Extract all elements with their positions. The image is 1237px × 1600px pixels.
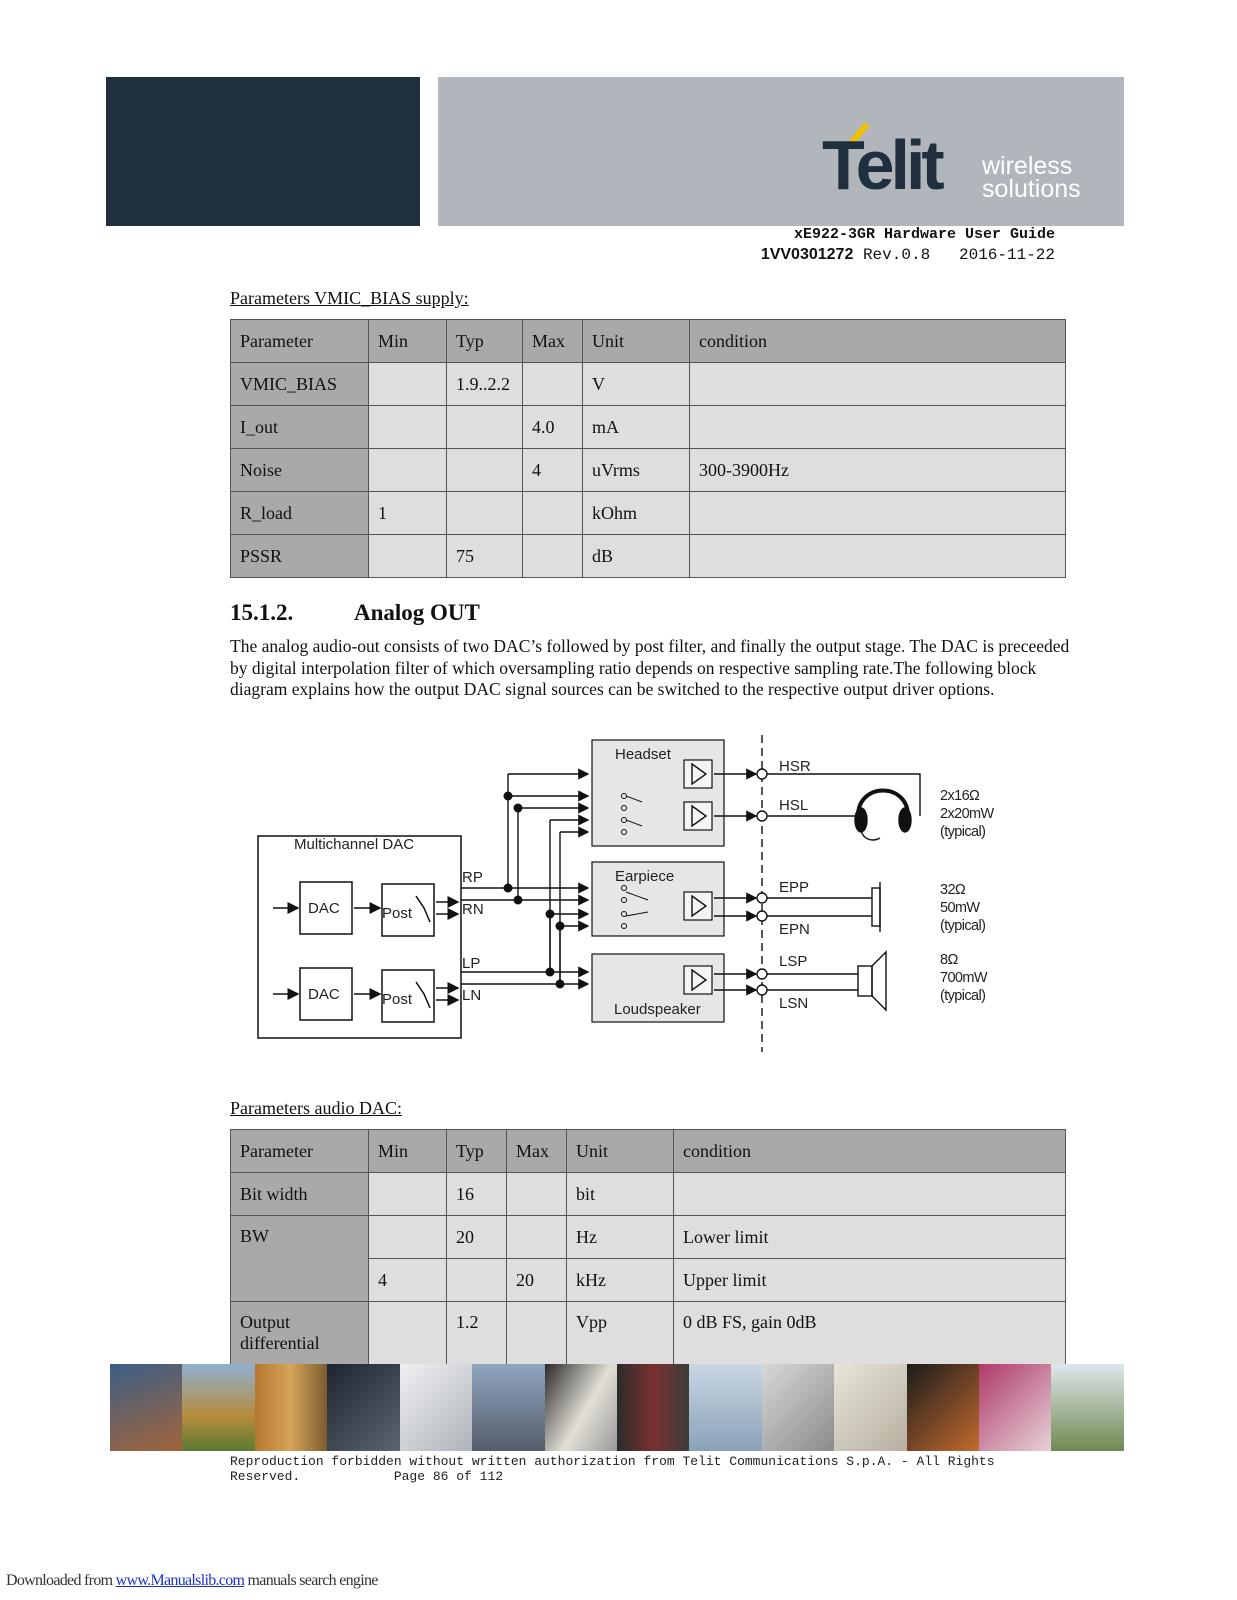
typ-cell xyxy=(447,492,523,535)
output-label-lsp: LSP xyxy=(779,953,808,970)
typ-cell: 1.2 xyxy=(447,1302,507,1367)
condition-cell xyxy=(690,492,1066,535)
unit-cell: dB xyxy=(583,535,690,578)
footer-line-2: Reserved. Page 86 of 112 xyxy=(230,1469,504,1484)
header-cell: Parameter xyxy=(231,320,369,363)
loudspeaker-spec-typical: (typical) xyxy=(940,988,986,1004)
unit-cell: kHz xyxy=(567,1259,674,1302)
post-label-right: Post xyxy=(382,905,413,922)
header-cell: condition xyxy=(690,320,1066,363)
unit-cell: bit xyxy=(567,1173,674,1216)
header-cell: Typ xyxy=(447,1130,507,1173)
condition-cell xyxy=(690,406,1066,449)
section-heading xyxy=(230,600,480,626)
max-cell xyxy=(507,1302,567,1367)
max-cell xyxy=(507,1216,567,1259)
typ-cell xyxy=(447,1259,507,1302)
photo-tile xyxy=(255,1364,327,1451)
download-prefix: Downloaded from xyxy=(6,1572,116,1589)
condition-cell: Lower limit xyxy=(674,1216,1066,1259)
condition-cell xyxy=(690,535,1066,578)
headset-spec-typical: (typical) xyxy=(940,824,986,840)
output-label-lsn: LSN xyxy=(779,995,809,1012)
unit-cell: kOhm xyxy=(583,492,690,535)
analog-out-block-diagram xyxy=(248,732,1028,1072)
table-row xyxy=(231,406,1066,449)
table-row xyxy=(231,363,1066,406)
section-paragraph: The analog audio-out consists of two DAC’s followed by post filter, and finally the output stage. The DAC is preceeded by digital interpolation filter of which oversampling ratio depends on respective sampling rate.The following block diagram explains how the output DAC signal sources can be switched to the respective output driver options. xyxy=(230,636,1070,699)
headset-label: Headset xyxy=(615,746,671,763)
section-title: Analog OUT xyxy=(354,600,480,625)
header-cell: Min xyxy=(369,320,447,363)
header-cell: Max xyxy=(523,320,583,363)
telit-logo: Telit xyxy=(822,126,941,204)
condition-cell: 300-3900Hz xyxy=(690,449,1066,492)
earpiece-label: Earpiece xyxy=(615,868,675,885)
signal-label-ln: LN xyxy=(462,987,482,1004)
photo-tile xyxy=(617,1364,689,1451)
header-cell: Min xyxy=(369,1130,447,1173)
dac-label-left: DAC xyxy=(308,986,340,1003)
typ-cell: 20 xyxy=(447,1216,507,1259)
typ-cell xyxy=(447,406,523,449)
parameter-cell: I_out xyxy=(231,406,369,449)
multichannel-dac-label: Multichannel DAC xyxy=(294,836,415,853)
table-row xyxy=(231,1302,1066,1367)
min-cell xyxy=(369,406,447,449)
footer-photo-strip xyxy=(110,1364,1124,1451)
condition-cell: Upper limit xyxy=(674,1259,1066,1302)
max-cell: 4.0 xyxy=(523,406,583,449)
max-cell xyxy=(507,1173,567,1216)
photo-tile xyxy=(545,1364,617,1451)
condition-cell: 0 dB FS, gain 0dB xyxy=(674,1302,1066,1367)
min-cell xyxy=(369,1302,447,1367)
condition-cell xyxy=(690,363,1066,406)
photo-tile xyxy=(327,1364,399,1451)
max-cell xyxy=(523,363,583,406)
headset-symbol xyxy=(855,791,911,840)
signal-label-rp: RP xyxy=(462,869,483,886)
earpiece-symbol xyxy=(872,888,880,926)
post-filter-curve xyxy=(416,896,430,922)
document-revision xyxy=(761,246,1055,264)
logo-tagline-line1: wireless xyxy=(982,152,1073,180)
post-label-left: Post xyxy=(382,991,413,1008)
download-notice xyxy=(6,1572,378,1590)
typ-cell xyxy=(447,449,523,492)
parameter-cell: R_load xyxy=(231,492,369,535)
table-row xyxy=(231,535,1066,578)
photo-tile xyxy=(400,1364,472,1451)
audio-dac-table xyxy=(230,1129,1066,1367)
photo-tile xyxy=(1051,1364,1123,1451)
max-cell xyxy=(523,492,583,535)
post-filter-curve xyxy=(416,982,430,1008)
max-cell: 4 xyxy=(523,449,583,492)
output-label-epn: EPN xyxy=(779,921,810,938)
min-cell: 1 xyxy=(369,492,447,535)
header-cell: Unit xyxy=(567,1130,674,1173)
max-cell xyxy=(523,535,583,578)
headset-spec-impedance: 2x16Ω xyxy=(940,788,980,804)
table-row xyxy=(231,492,1066,535)
table-row xyxy=(231,1216,1066,1259)
earpiece-spec-impedance: 32Ω xyxy=(940,882,966,898)
photo-tile xyxy=(110,1364,182,1451)
parameter-cell: Output differential xyxy=(231,1302,369,1367)
manualslib-link[interactable]: www.Manualslib.com xyxy=(115,1572,245,1589)
signal-label-lp: LP xyxy=(462,955,481,972)
document-id: 1VV0301272 xyxy=(760,246,854,263)
header-cell: condition xyxy=(674,1130,1066,1173)
photo-tile xyxy=(907,1364,979,1451)
photo-tile xyxy=(472,1364,544,1451)
condition-cell xyxy=(674,1173,1066,1216)
min-cell xyxy=(369,535,447,578)
parameter-cell: VMIC_BIAS xyxy=(231,363,369,406)
header-cell: Parameter xyxy=(231,1130,369,1173)
photo-tile xyxy=(834,1364,906,1451)
loudspeaker-symbol xyxy=(858,966,872,996)
min-cell xyxy=(369,363,447,406)
min-cell xyxy=(369,449,447,492)
max-cell: 20 xyxy=(507,1259,567,1302)
section-number: 15.1.2. xyxy=(230,600,294,625)
header-cell: Unit xyxy=(583,320,690,363)
dac-label-right: DAC xyxy=(308,900,340,917)
min-cell: 4 xyxy=(369,1259,447,1302)
parameter-cell: Noise xyxy=(231,449,369,492)
photo-tile xyxy=(979,1364,1051,1451)
logo-tagline xyxy=(982,152,1081,203)
min-cell xyxy=(369,1216,447,1259)
signal-label-rn: RN xyxy=(462,901,484,918)
table-header-row xyxy=(231,1130,1066,1173)
earpiece-spec-power: 50mW xyxy=(940,900,980,916)
vmic-table-caption: Parameters VMIC_BIAS supply: xyxy=(230,288,469,308)
logo-tagline-line2: solutions xyxy=(982,175,1081,203)
headset-spec-power: 2x20mW xyxy=(940,806,994,822)
table-row xyxy=(231,449,1066,492)
parameter-cell: BW xyxy=(231,1216,369,1302)
header-cell: Typ xyxy=(447,320,523,363)
document-title: xE922-3GR Hardware User Guide xyxy=(793,226,1055,243)
min-cell xyxy=(369,1173,447,1216)
unit-cell: uVrms xyxy=(583,449,690,492)
download-suffix: manuals search engine xyxy=(244,1572,378,1589)
output-label-hsl: HSL xyxy=(779,797,809,814)
unit-cell: Vpp xyxy=(567,1302,674,1367)
footer-line-1: Reproduction forbidden without written authorization from Telit Communications S.p.A. - All Rights xyxy=(230,1454,995,1469)
unit-cell: V xyxy=(583,363,690,406)
unit-cell: mA xyxy=(583,406,690,449)
photo-tile xyxy=(689,1364,761,1451)
loudspeaker-spec-power: 700mW xyxy=(940,970,987,986)
parameter-cell: PSSR xyxy=(231,535,369,578)
table-row xyxy=(231,1173,1066,1216)
dac-table-caption: Parameters audio DAC: xyxy=(230,1098,402,1118)
typ-cell: 75 xyxy=(447,535,523,578)
output-label-hsr: HSR xyxy=(779,758,811,775)
revision-label: Rev.0.8 xyxy=(862,246,931,264)
output-label-epp: EPP xyxy=(779,879,810,896)
page-footer xyxy=(230,1454,995,1484)
loudspeaker-spec-impedance: 8Ω xyxy=(940,952,958,968)
table-header-row xyxy=(231,320,1066,363)
parameter-cell: Bit width xyxy=(231,1173,369,1216)
vmic-bias-table xyxy=(230,319,1066,578)
header-cell: Max xyxy=(507,1130,567,1173)
unit-cell: Hz xyxy=(567,1216,674,1259)
photo-tile xyxy=(182,1364,254,1451)
header-dark-panel xyxy=(106,77,420,226)
earpiece-spec-typical: (typical) xyxy=(940,918,986,934)
photo-tile xyxy=(762,1364,834,1451)
loudspeaker-label: Loudspeaker xyxy=(614,1001,701,1018)
typ-cell: 16 xyxy=(447,1173,507,1216)
typ-cell: 1.9..2.2 xyxy=(447,363,523,406)
document-date: 2016-11-22 xyxy=(958,246,1055,264)
